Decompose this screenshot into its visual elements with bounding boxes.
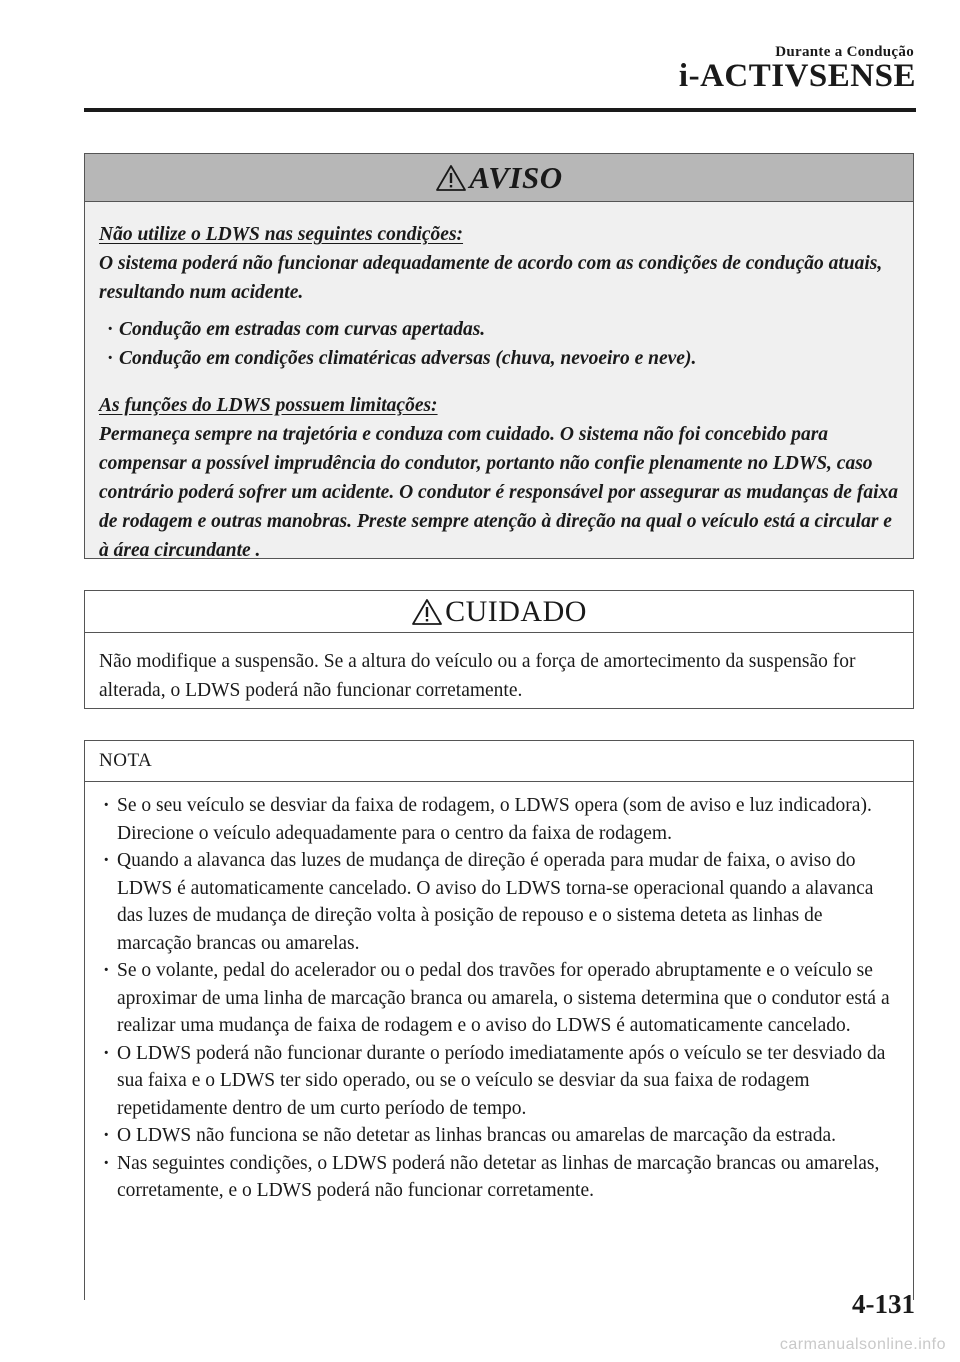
list-item: · Nas seguintes condições, o LDWS poderá não detetar as linhas de marcação brancas ou amarelas, corretamente, e o LDWS poderá não funcionar corretamente. [103, 1152, 880, 1201]
caution-title: CUIDADO [445, 594, 587, 628]
header-rule [84, 108, 916, 112]
list-item: · Condução em estradas com curvas apertadas. [101, 315, 899, 344]
warning-bullet-list [99, 315, 899, 373]
warning-header [85, 154, 913, 202]
list-item: · Quando a alavanca das luzes de mudança de direção é operada para mudar de faixa, o aviso do LDWS é automaticamente cancelado. O aviso do LDWS torna-se operacional quando a alavanca das luzes de mudança de direção volta à posição de repouso e o sistema deteta as linhas de marcação brancas ou amarelas. [103, 850, 874, 954]
caution-text: Não modifique a suspensão. Se a altura do veículo ou a força de amortecimento da suspensão for alterada, o LDWS poderá não funcionar corretamente. [99, 651, 856, 701]
list-item: · O LDWS poderá não funcionar durante o período imediatamente após o veículo se ter desviado da sua faixa e o LDWS ter sido operado, ou se o veículo se desviar da sua faixa de rodagem repetidamente dentro de um curto período de tempo. [103, 1042, 886, 1119]
bullet-dot: · [107, 319, 113, 340]
page-number: 4-131 [852, 1289, 915, 1319]
warning-heading-2: As funções do LDWS possuem limitações: [99, 395, 438, 416]
caution-box [84, 590, 914, 709]
warning-box [84, 153, 914, 559]
caution-triangle-icon [411, 597, 443, 627]
header-section: Durante a Condução [775, 44, 914, 60]
note-header [85, 741, 913, 782]
caution-body [85, 633, 913, 705]
bullet-dot: · [107, 348, 113, 369]
note-box [84, 740, 914, 1300]
list-item: · Se o seu veículo se desviar da faixa de rodagem, o LDWS opera (som de aviso e luz indicadora). Direcione o veículo adequadamente para o centro da faixa de rodagem. [103, 795, 872, 844]
warning-heading-1: Não utilize o LDWS nas seguintes condições: [99, 224, 464, 245]
caution-header [85, 591, 913, 633]
list-item: · Se o volante, pedal do acelerador ou o pedal dos travões for operado abruptamente e o veículo se aproximar de uma linha de marcação branca ou amarela, o sistema determina que o condutor está a realizar uma mudança de faixa de rodagem e o aviso do LDWS é automaticamente cancelado. [103, 960, 890, 1036]
watermark[interactable]: carmanualsonline.info [779, 1336, 946, 1353]
warning-triangle-icon [435, 163, 467, 193]
warning-body [85, 202, 913, 561]
warning-title: AVISO [469, 159, 563, 195]
header-title: i-ACTIVSENSE [678, 58, 916, 94]
list-item: · Condução em condições climatéricas adversas (chuva, nevoeiro e neve). [101, 344, 899, 373]
note-title: NOTA [99, 750, 153, 771]
list-item: · O LDWS não funciona se não detetar as linhas brancas ou amarelas de marcação da estrada. [103, 1125, 837, 1146]
warning-paragraph-2: Permaneça sempre na trajetória e conduza com cuidado. O sistema não foi concebido para compensar a possível imprudência do condutor, portanto não confie plenamente no LDWS, caso contrário poderá sofrer um acidente. O condutor é responsável por assegurar as mudanças de faixa de rodagem e outras manobras. Preste sempre atenção à direção na qual o veículo está a circular e à área circundante . [99, 424, 898, 561]
warning-paragraph-1: O sistema poderá não funcionar adequadamente de acordo com as condições de condução atuais, resultando num acidente. [99, 253, 883, 303]
note-list [85, 782, 913, 1205]
